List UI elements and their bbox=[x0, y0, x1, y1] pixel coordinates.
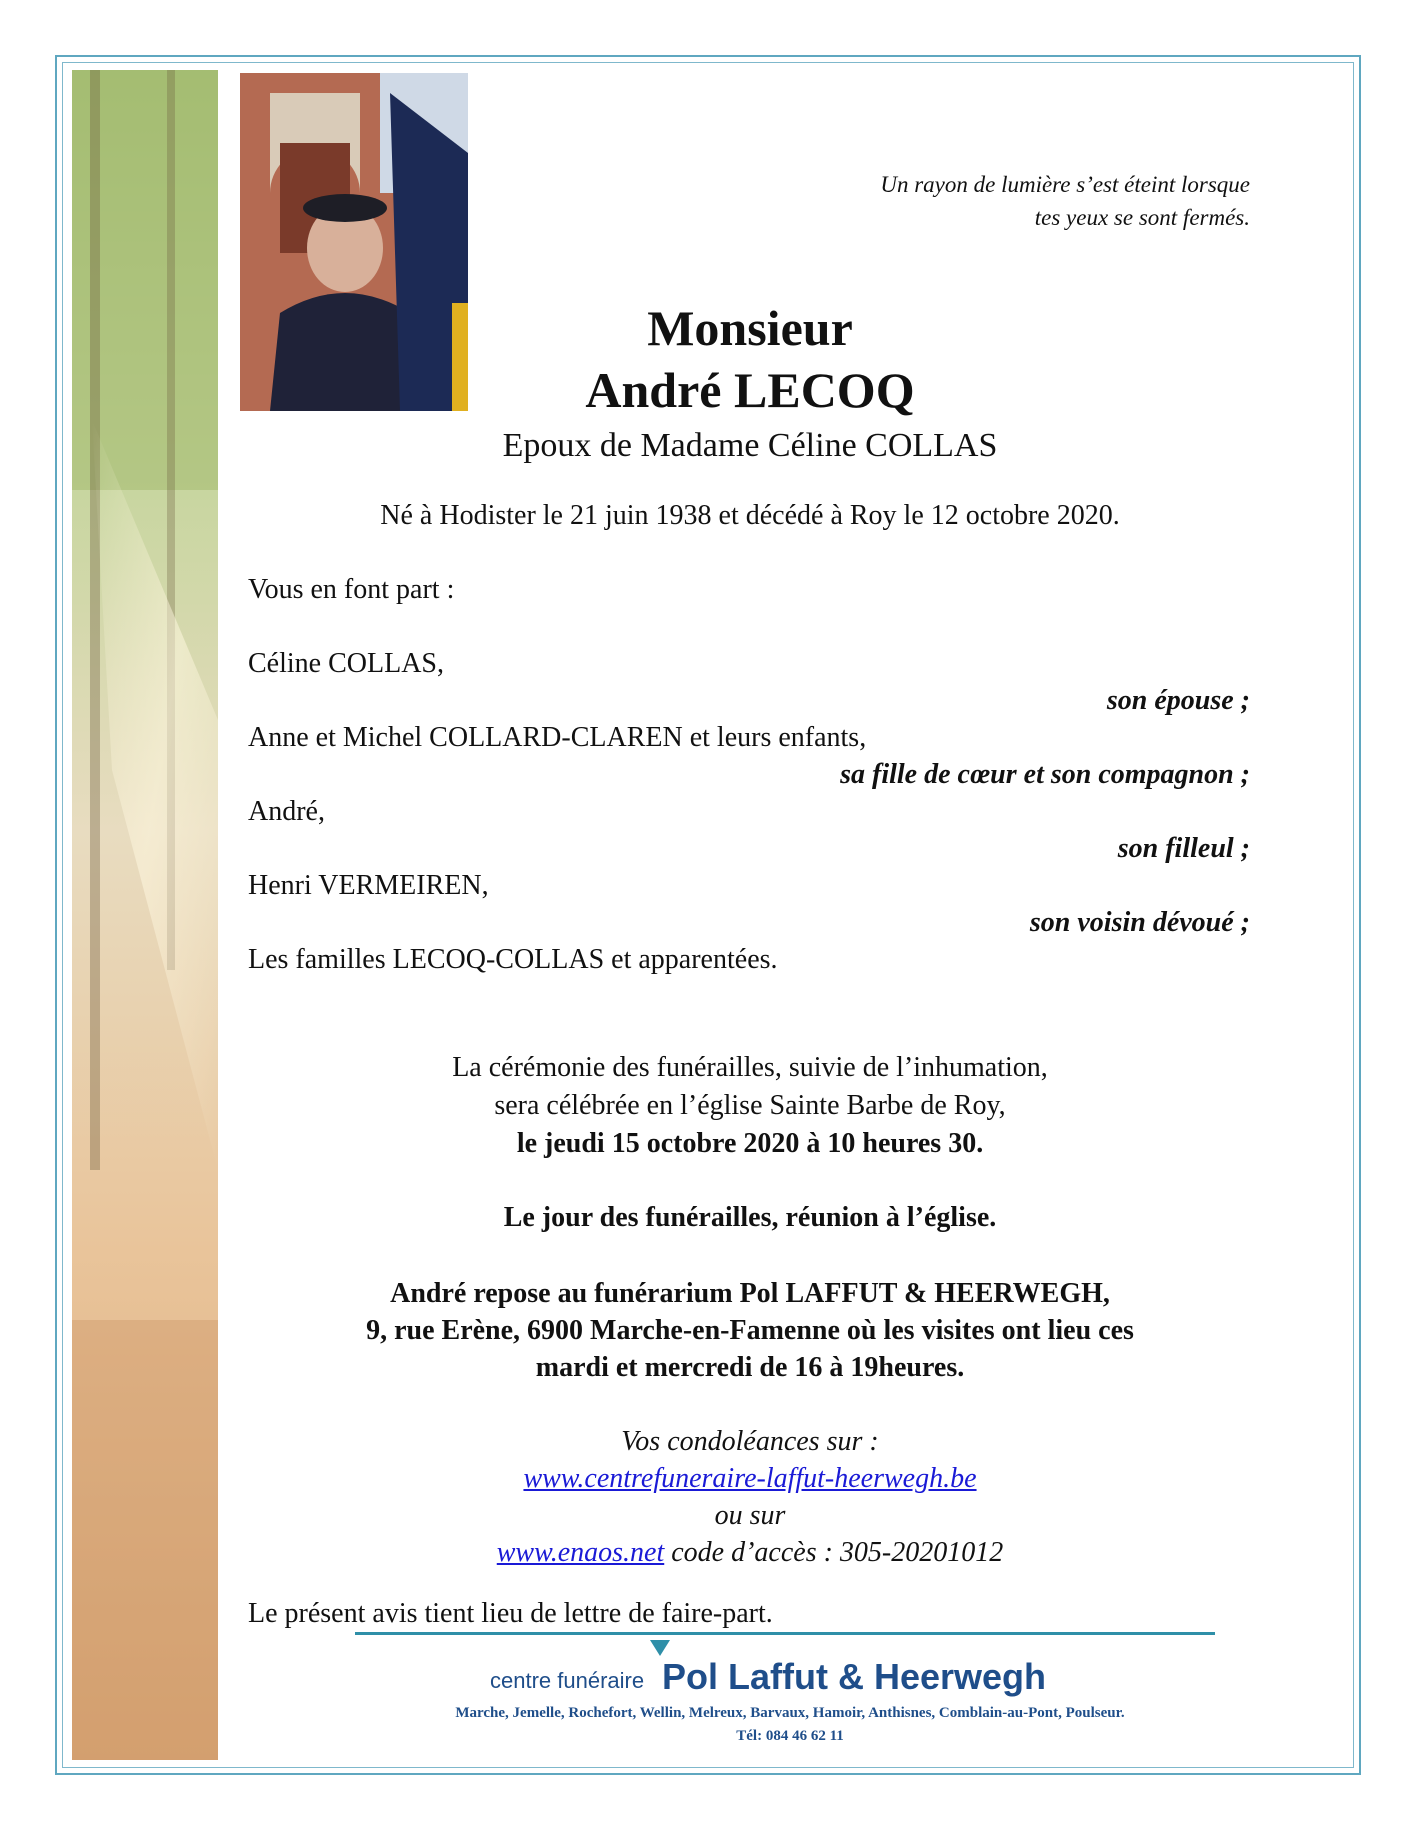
logo-phone: Tél: 084 46 62 11 bbox=[736, 1728, 844, 1744]
condolences-link-1[interactable]: www.centrefuneraire-laffut-heerwegh.be bbox=[523, 1463, 977, 1494]
birth-death-line: Né à Hodister le 21 juin 1938 et décédé à Roy le 12 octobre 2020. bbox=[380, 500, 1120, 531]
notice-line: Le présent avis tient lieu de lettre de faire-part. bbox=[248, 1598, 773, 1629]
family-relation-1: son épouse ; bbox=[1106, 685, 1250, 716]
announce-intro: Vous en font part : bbox=[248, 574, 455, 605]
family-name-4: Henri VERMEIREN, bbox=[248, 870, 489, 901]
portrait-photo bbox=[240, 73, 468, 411]
condolences-or: ou sur bbox=[714, 1500, 786, 1531]
ceremony-line-2: sera célébrée en l’église Sainte Barbe de Roy, bbox=[494, 1090, 1006, 1121]
condolences-intro: Vos condoléances sur : bbox=[621, 1426, 879, 1457]
funerarium-line-1: André repose au funérarium Pol LAFFUT & HEERWEGH, bbox=[390, 1278, 1110, 1309]
logo-triangle-icon bbox=[650, 1640, 670, 1656]
poem-line-2: tes yeux se sont fermés. bbox=[1034, 205, 1250, 230]
ceremony-line-1: La cérémonie des funérailles, suivie de l’inhumation, bbox=[452, 1052, 1048, 1083]
logo-cities: Marche, Jemelle, Rochefort, Wellin, Melreux, Barvaux, Hamoir, Anthisnes, Comblain-au-Pont, Poulseur. bbox=[455, 1705, 1125, 1721]
logo-company-name: Pol Laffut & Heerwegh bbox=[662, 1656, 1047, 1697]
family-relation-2: sa fille de cœur et son compagnon ; bbox=[840, 759, 1250, 790]
deceased-name: André LECOQ bbox=[585, 362, 915, 418]
poem-line-1: Un rayon de lumière s’est éteint lorsque bbox=[880, 172, 1250, 197]
family-name-2: Anne et Michel COLLARD-CLAREN et leurs enfants, bbox=[248, 722, 867, 753]
spouse-line: Epoux de Madame Céline COLLAS bbox=[502, 427, 998, 464]
families-line: Les familles LECOQ-COLLAS et apparentées. bbox=[248, 944, 778, 975]
condolences-link-2[interactable]: www.enaos.net bbox=[496, 1537, 665, 1568]
memorial-poem bbox=[880, 168, 1250, 234]
honorific-title: Monsieur bbox=[647, 300, 853, 356]
logo-divider bbox=[355, 1632, 1215, 1635]
family-relation-3: son filleul ; bbox=[1117, 833, 1250, 864]
ceremony-date: le jeudi 15 octobre 2020 à 10 heures 30. bbox=[516, 1128, 984, 1159]
family-name-3: André, bbox=[248, 796, 325, 827]
meeting-line: Le jour des funérailles, réunion à l’église. bbox=[503, 1202, 997, 1233]
funerarium-line-3: mardi et mercredi de 16 à 19heures. bbox=[535, 1352, 965, 1383]
family-name-1: Céline COLLAS, bbox=[248, 648, 444, 679]
logo-subtitle: centre funéraire bbox=[490, 1668, 645, 1693]
forest-path-image bbox=[72, 70, 218, 1760]
family-relation-4: son voisin dévoué ; bbox=[1029, 907, 1250, 938]
access-code: code d’accès : 305-20201012 bbox=[671, 1537, 1004, 1568]
funerarium-line-2: 9, rue Erène, 6900 Marche-en-Famenne où les visites ont lieu ces bbox=[366, 1315, 1134, 1346]
